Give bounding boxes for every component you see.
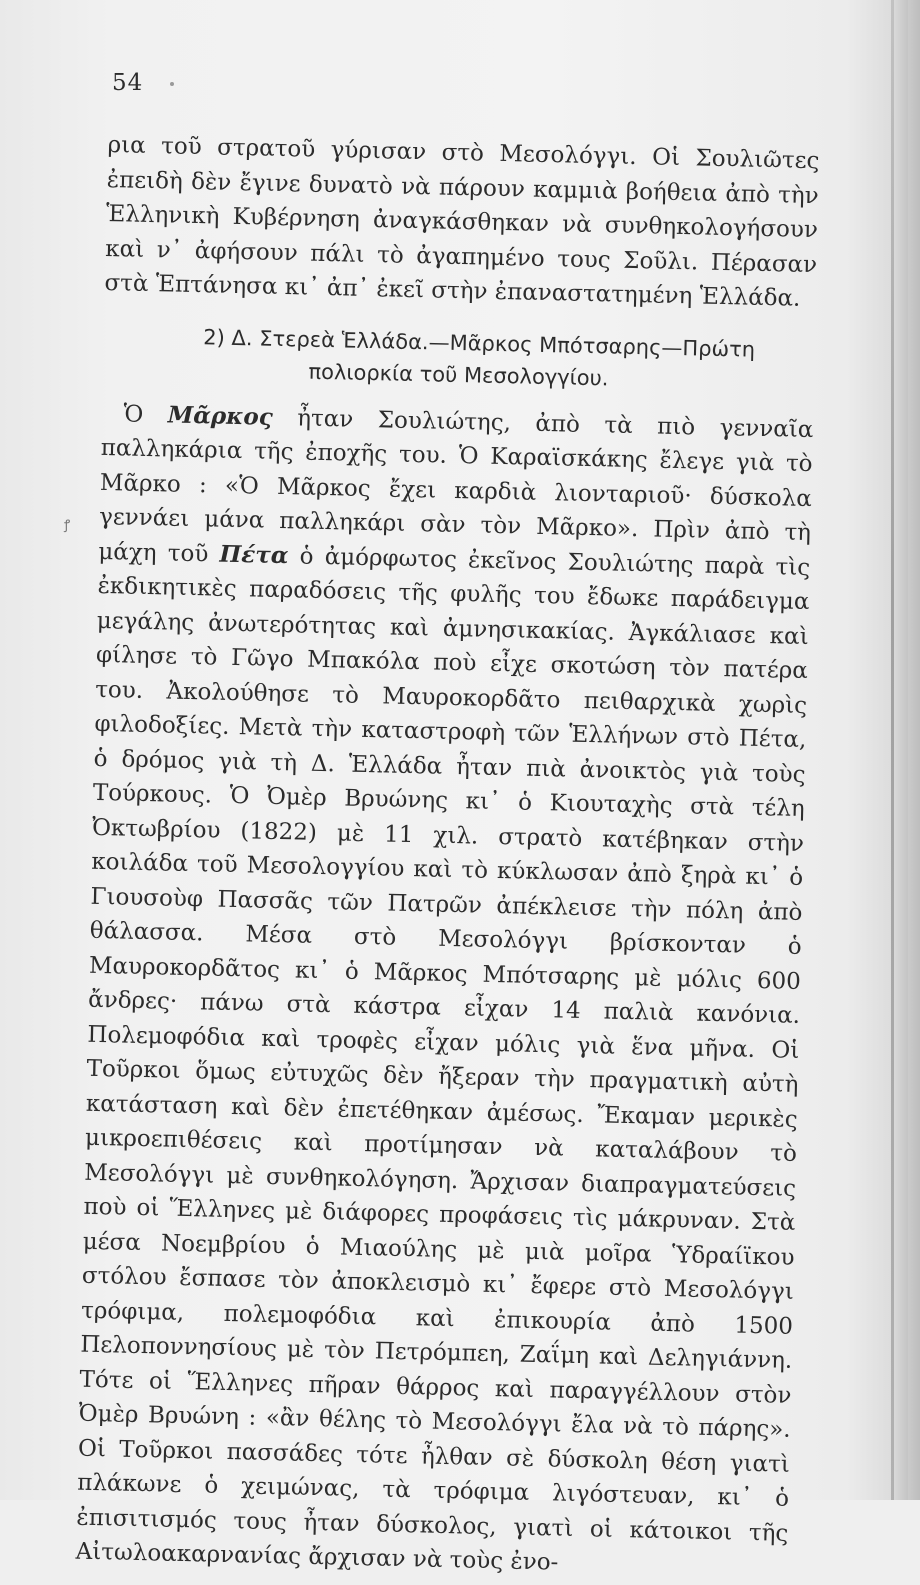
page-number: 54 (112, 70, 144, 96)
place-peta: Πέτα (219, 540, 289, 569)
paragraph-text-b: ὁ ἀμόρφωτος ἐκεῖνος Σουλιώτης παρὰ τὶς ἐκδικητικὲς παραδόσεις τῆς φυλῆς του ἔδωκε παράδειγμα μεγάλης ἀνωτερότητας καὶ ἀμνησικακίας. Ἀγκάλιασε καὶ φίλησε τὸ Γῶγο Μπακόλα ποὺ εἶχε σκοτώση τὸν πατέρα του. Ἀκολούθησε τὸ Μαυροκορδᾶτο πειθαρχικὰ χωρὶς φιλοδοξίες. Μετὰ τὴν καταστροφὴ τῶν Ἑλλήνων στὸ Πέτα, ὁ δρόμος γιὰ τὴ Δ. Ἑλλάδα ἦταν πιὰ ἀνοικτὸς γιὰ τοὺς Τούρκους. Ὁ Ὀμὲρ Βρυώνης κι᾽ ὁ Κιουταχὴς στὰ τέλη Ὀκτωβρίου (1822) μὲ 11 χιλ. στρατὸ κατέβηκαν στὴν κοιλάδα τοῦ Μεσολογγίου καὶ τὸ κύκλωσαν ἀπὸ ξηρὰ κι᾽ ὁ Γιουσοὺφ Πασσᾶς τῶν Πατρῶν ἀπέκλεισε τὴν πόλη ἀπὸ θάλασσα. Μέσα στὸ Μεσολόγγι βρίσκονταν ὁ Μαυροκορδᾶτος κι᾽ ὁ Μᾶρκος Μπότσαρης μὲ μόλις 600 ἄνδρες· πάνω στὰ κάστρα εἶχαν 14 παλιὰ κανόνια. Πολεμοφόδια καὶ τροφὲς εἶχαν μόλις γιὰ ἕνα μῆνα. Οἱ Τοῦρκοι ὅμως εὐτυχῶς δὲν ἤξεραν τὴν πραγματικὴ αὐτὴ κατάσταση καὶ δὲν ἐπετέθηκαν ἀμέσως. Ἔκαμαν μερικὲς μικροεπιθέσεις καὶ προτίμησαν νὰ καταλάβουν τὸ Μεσολόγγι μὲ συνθηκολόγηση. Ἄρχισαν διαπραγματεύσεις ποὺ οἱ Ἕλληνες μὲ διάφορες προφάσεις τὶς μάκρυναν. Στὰ μέσα Νοεμβρίου ὁ Μιαούλης μὲ μιὰ μοῖρα Ὑδραίϊκου στόλου ἔσπασε τὸν ἀποκλεισμὸ κι᾽ ἔφερε στὸ Μεσολόγγι τρόφιμα, πολεμοφόδια καὶ ἐπικουρία ἀπὸ 1500 Πελοποννησίους μὲ τὸν Πετρόμπεη, Ζαΐμη καὶ Δεληγιάννη. Τότε οἱ Ἕλληνες πῆραν θάρρος καὶ παραγγέλλουν στὸν Ὀμὲρ Βρυώνη : «ἂν θέλης τὸ Μεσολόγγι ἔλα νὰ τὸ πάρης». Οἱ Τοῦρκοι πασσάδες τότε ἦλθαν σὲ δύσκολη θέση γιατὶ πλάκωνε ὁ χειμώνας, τὰ τρόφιμα λιγόστευαν, κι᾽ ὁ ἐπισιτισμός τους ἦταν δύσκολος, γιατὶ οἱ κάτοικοι τῆς Αἰτωλοακαρνανίας ἄρχισαν νὰ τοὺς ἐνο- (75, 542, 811, 1576)
section-heading-line-2: πολιορκία τοῦ Μεσολογγίου. (308, 359, 609, 390)
paragraph-souliotes: ρια τοῦ στρατοῦ γύρισαν στὸ Μεσολόγγι. Οἱ Σουλιῶτες ἐπειδὴ δὲν ἔγινε δυνατὸ νὰ πάρουν καμμιὰ βοήθεια ἀπὸ τὴν Ἑλληνικὴ Κυβέρνηση ἀναγκάσθηκαν νὰ συνθηκολογήσουν καὶ ν᾽ ἀφήσουν πάλι τὸ ἀγαπημένο τους Σοῦλι. Πέρασαν στὰ Ἑπτάνησα κι᾽ ἀπ᾽ ἐκεῖ στὴν ἐπαναστατημένη Ἑλλάδα. (104, 131, 820, 312)
body-text (75, 128, 820, 1585)
section-heading (102, 318, 815, 398)
page-binding-shadow (894, 0, 908, 1500)
name-markos: Μᾶρκος (167, 400, 274, 431)
paragraph-markos (75, 396, 813, 1585)
paragraph-text-a: ἦταν Σουλιώτης, ἀπὸ τὰ πιὸ γενναῖα παλληκάρια τῆς ἐποχῆς του. Ὁ Καραϊσκάκης ἔλεγε γιὰ τὸ Μᾶρκο : «Ὁ Μᾶρκος ἔχει καρδιὰ λιονταριοῦ· δύσκολα γεννάει μάνα παλληκάρι σὰν τὸν Μᾶρκο». Πρὶν ἀπὸ τὴ μάχη τοῦ (98, 404, 814, 567)
section-heading-line-1: 2) Δ. Στερεὰ Ἑλλάδα.—Μᾶρκος Μπότσαρης—Πρώτη (203, 324, 756, 362)
ink-speck (170, 82, 174, 86)
page-edge-line (891, 0, 894, 1500)
margin-mark: ꝭ (64, 518, 71, 533)
paragraph-lead: Ὁ (123, 400, 144, 428)
